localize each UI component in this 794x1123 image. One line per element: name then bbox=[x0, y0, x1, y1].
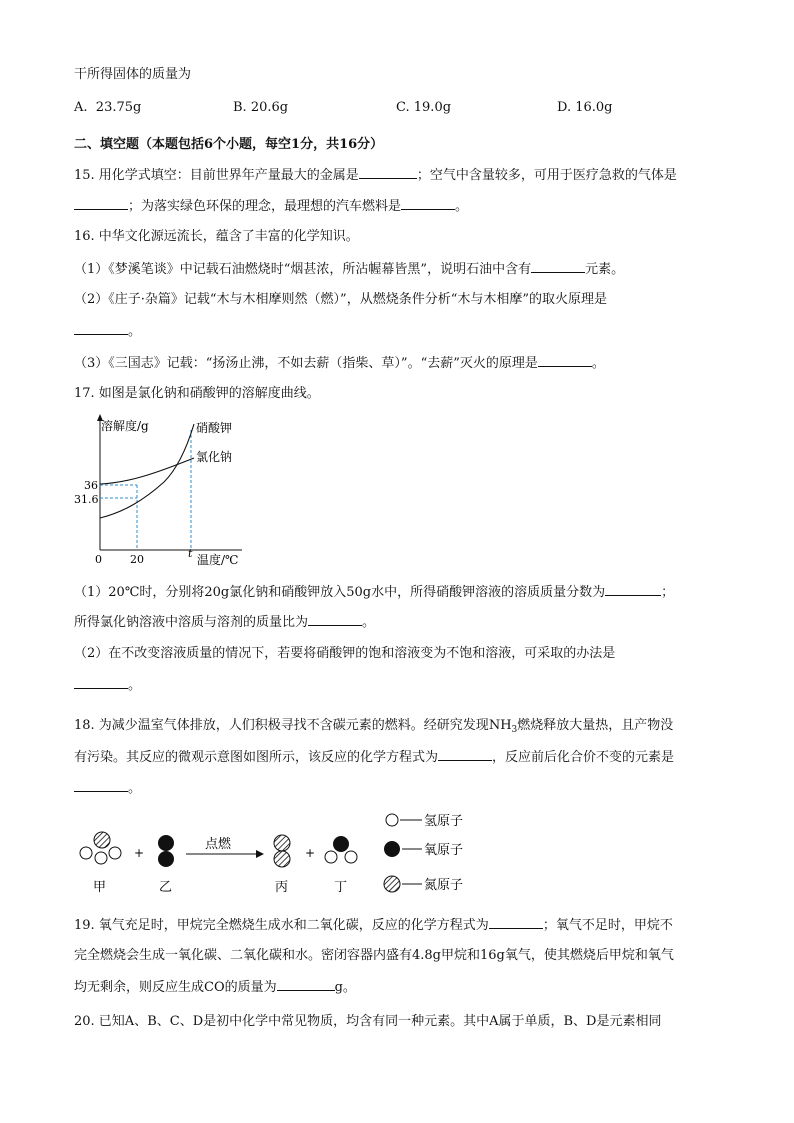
plus-sign: + bbox=[134, 846, 145, 860]
nh3-formula: $NH_3$ bbox=[488, 718, 518, 735]
option-c[interactable]: C. 19.0g bbox=[396, 100, 452, 115]
q15-line1: 15. 用化学式填空：目前世界年产量最大的金属是 ；空气中含量较多，可用于医疗急救的气体是 bbox=[74, 168, 677, 183]
option-b[interactable]: B. 20.6g bbox=[233, 100, 289, 115]
svg-text:氧原子: 氧原子 bbox=[424, 843, 464, 858]
section-title: 二、填空题（本题包括6个小题，每空1分，共16分） bbox=[74, 137, 384, 152]
y-axis-label: 溶解度/g bbox=[101, 419, 149, 433]
q18-line2: 有污染。其反应的微观示意图如图所示，该反应的化学方程式为 ，反应前后化合价不变的元素是 bbox=[74, 750, 675, 765]
q16-sub2: （2）《庄子·杂篇》记载“木与木相摩则然（燃）”，从燃烧条件分析“木与木相摩”的取火原理是 bbox=[74, 292, 607, 307]
answer-blank[interactable] bbox=[538, 354, 592, 367]
molecule-o2 bbox=[158, 835, 174, 867]
x-axis-label: 温度/℃ bbox=[197, 553, 239, 567]
x-tick-20: 20 bbox=[130, 553, 144, 566]
q17-sub2: （2）在不改变溶液质量的情况下，若要将硝酸钾的饱和溶液变为不饱和溶液，可采取的办法是 bbox=[74, 646, 616, 661]
answer-blank[interactable] bbox=[277, 978, 335, 991]
plus-sign: + bbox=[305, 846, 316, 860]
q16-sub3: （3）《三国志》记载：“扬汤止沸，不如去薪（指柴、草）”。“去薪”灭火的原理是 。 bbox=[74, 356, 605, 371]
q19-line2: 完全燃烧会生成一氧化碳、二氧化碳和水。密闭容器内盛有4.8g甲烷和16g氧气，使其燃烧后甲烷和氧气 bbox=[74, 948, 674, 963]
legend-kno3: 硝酸钾 bbox=[196, 421, 233, 435]
y-tick-31-6: 31.6 bbox=[74, 493, 99, 506]
question-14-tail: 干所得固体的质量为 bbox=[74, 67, 192, 82]
answer-blank[interactable] bbox=[489, 916, 543, 929]
label-bing: 丙 bbox=[275, 880, 289, 895]
label-ding: 丁 bbox=[334, 880, 348, 895]
x-tick-0: 0 bbox=[95, 553, 102, 566]
legend-hydrogen bbox=[386, 814, 463, 829]
legend-nacl: 氯化钠 bbox=[196, 450, 233, 464]
y-tick-36: 36 bbox=[84, 479, 98, 492]
answer-blank[interactable] bbox=[401, 197, 455, 210]
answer-blank[interactable] bbox=[438, 748, 492, 761]
option-d[interactable]: D. 16.0g bbox=[557, 100, 613, 115]
x-tick-t: t bbox=[188, 547, 193, 560]
answer-blank[interactable] bbox=[359, 166, 417, 179]
q17-sub1-cont: 所得氯化钠溶液中溶质与溶剂的质量比为 。 bbox=[74, 615, 376, 630]
svg-text:氢原子: 氢原子 bbox=[424, 814, 464, 829]
answer-blank[interactable] bbox=[531, 260, 585, 273]
answer-blank[interactable] bbox=[74, 676, 128, 689]
q18-line1: 18. 为减少温室气体排放，人们积极寻找不含碳元素的燃料。经研究发现$NH_3$燃烧释放大量热，且产物没 bbox=[74, 718, 674, 735]
answer-blank[interactable] bbox=[605, 583, 661, 596]
label-jia: 甲 bbox=[93, 880, 107, 895]
q17-sub2-answer: 。 bbox=[74, 676, 141, 695]
q19-line3: 均无剩余，则反应生成CO的质量为 g。 bbox=[74, 980, 356, 995]
q19-line1: 19. 氧气充足时，甲烷完全燃烧生成水和二氧化碳，反应的化学方程式为 ；氧气不足时，甲烷不 bbox=[74, 918, 673, 933]
molecule-nh3 bbox=[80, 832, 121, 864]
molecule-n2 bbox=[274, 835, 290, 867]
q16-sub1: （1）《梦溪笔谈》中记载石油燃烧时“烟甚浓，所沾幄幕皆黑”，说明石油中含有 元素。 bbox=[74, 262, 625, 277]
reaction-condition: 点燃 bbox=[205, 837, 232, 852]
q17-sub1: （1）20℃时，分别将20g氯化钠和硝酸钾放入50g水中，所得硝酸钾溶液的溶质质量分数为 ； bbox=[74, 585, 675, 600]
q16-intro: 16. 中华文化源远流长，蕴含了丰富的化学知识。 bbox=[74, 229, 359, 244]
series-kno3-curve bbox=[100, 424, 194, 518]
answer-blank[interactable] bbox=[74, 779, 128, 792]
option-a[interactable]: A. 23.75g bbox=[74, 100, 142, 115]
q20-line1: 20. 已知A、B、C、D是初中化学中常见物质，均含有同一种元素。其中A属于单质，B、D是元素相同 bbox=[74, 1014, 662, 1029]
answer-blank[interactable] bbox=[308, 613, 362, 626]
q15-line2: ；为落实绿色环保的理念，最理想的汽车燃料是 。 bbox=[74, 197, 468, 216]
reaction-diagram bbox=[70, 808, 490, 900]
answer-blank[interactable] bbox=[74, 197, 128, 210]
molecule-h2o bbox=[325, 836, 357, 863]
legend-oxygen bbox=[384, 841, 463, 858]
legend-nitrogen bbox=[384, 876, 463, 893]
reaction-arrow-head bbox=[256, 850, 264, 858]
q18-line3: 。 bbox=[74, 779, 141, 798]
q16-sub2-answer: 。 bbox=[74, 322, 141, 341]
answer-blank[interactable] bbox=[74, 322, 128, 335]
solubility-chart bbox=[74, 412, 284, 567]
q17-intro: 17. 如图是氯化钠和硝酸钾的溶解度曲线。 bbox=[74, 386, 320, 401]
label-yi: 乙 bbox=[159, 880, 173, 895]
svg-text:氮原子: 氮原子 bbox=[424, 878, 464, 893]
series-nacl-curve bbox=[100, 458, 194, 484]
